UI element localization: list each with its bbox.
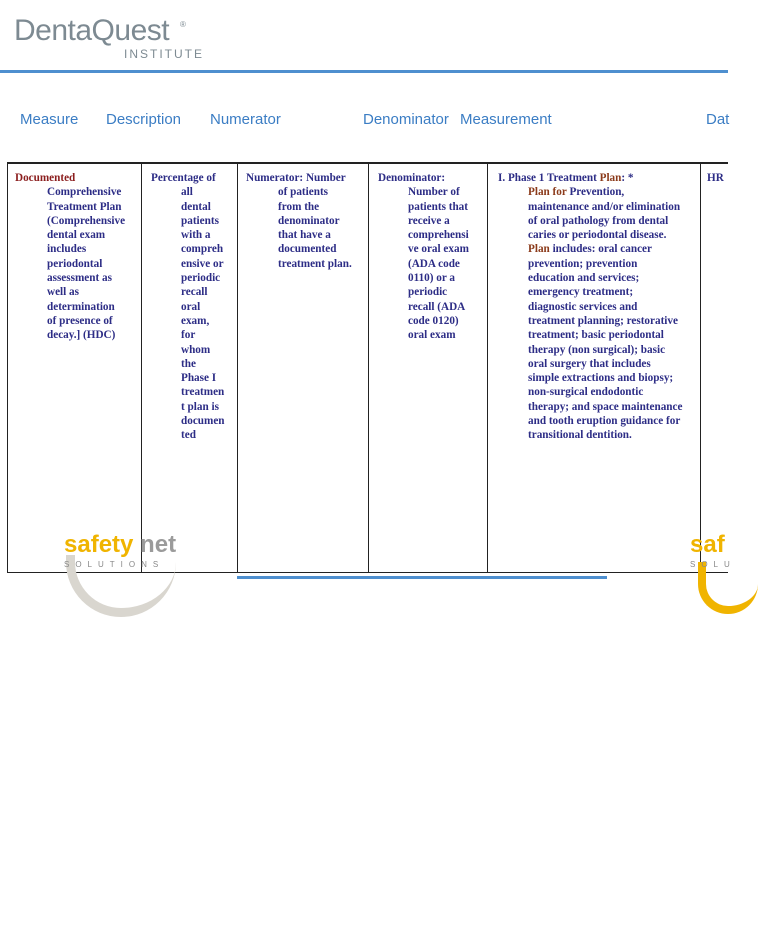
measure-line: of presence of <box>47 314 113 327</box>
description-line: compreh <box>181 243 224 256</box>
description-line: Phase I <box>181 372 217 385</box>
cell-data-source <box>707 171 737 185</box>
numerator-text <box>246 185 364 271</box>
description-line: documen <box>181 415 225 428</box>
denominator-line: (ADA code <box>408 257 460 270</box>
description-line: periodic <box>181 272 221 285</box>
measurement-line <box>528 185 698 199</box>
measurement-line: therapy; and space maintenance <box>528 400 683 413</box>
description-text <box>151 185 233 442</box>
denominator-line: patients that <box>408 200 468 213</box>
description-line: exam, <box>181 314 210 327</box>
measurement-line <box>528 242 698 256</box>
logo-institute: INSTITUTE <box>124 47 204 61</box>
measurement-line: transitional dentition. <box>528 429 632 442</box>
column-divider <box>487 162 488 573</box>
description-line: patients <box>181 214 219 227</box>
denominator-line: Number of <box>408 186 460 199</box>
column-divider <box>141 162 142 573</box>
safety-net-word-right: saf <box>690 531 725 558</box>
measurement-title-highlight: Plan <box>599 172 622 184</box>
numerator-first-line: Numerator: Number <box>246 172 346 184</box>
denominator-line: comprehensi <box>408 229 469 242</box>
cell-numerator <box>246 171 364 271</box>
header-measure: Measure <box>20 111 79 128</box>
measure-line: decay.] (HDC) <box>47 329 116 342</box>
denominator-line: periodic <box>408 286 448 299</box>
header-numerator: Numerator <box>210 111 281 128</box>
denominator-line: ve oral exam <box>408 243 469 256</box>
description-line: whom <box>181 343 211 356</box>
description-line: recall <box>181 286 208 299</box>
measurement-line: education and services; <box>528 272 640 285</box>
measure-line: includes <box>47 243 87 256</box>
measurement-line: maintenance and/or elimination <box>528 200 681 213</box>
description-line: ted <box>181 429 196 442</box>
description-line: with a <box>181 229 211 242</box>
description-line: the <box>181 357 196 370</box>
measurement-lines-b <box>528 257 698 443</box>
safety-net-y: y <box>120 531 134 558</box>
measure-line: Comprehensive <box>47 186 122 199</box>
measurement-line: simple extractions and biopsy; <box>528 372 674 385</box>
description-line: t plan is <box>181 400 219 413</box>
measurement-line: and tooth eruption guidance for <box>528 415 681 428</box>
measurement-text <box>498 185 698 442</box>
numerator-line: documented <box>278 243 337 256</box>
measurement-line: of oral pathology from dental <box>528 214 669 227</box>
measurement-lines-a <box>528 200 698 243</box>
measure-line: determination <box>47 300 115 313</box>
measure-line: (Comprehensive <box>47 214 126 227</box>
safety-net-swoosh-right <box>698 562 758 614</box>
measure-line: periodontal <box>47 257 103 270</box>
description-first-line: Percentage of <box>151 172 216 184</box>
measurement-line: emergency treatment; <box>528 286 634 299</box>
measure-line: Treatment Plan <box>47 200 122 213</box>
denominator-line: 0110) or a <box>408 272 456 285</box>
measure-title: Documented <box>15 172 76 184</box>
measure-line: assessment as <box>47 272 112 285</box>
measurement-line: treatment planning; restorative <box>528 314 678 327</box>
denominator-first-line: Denominator: <box>378 172 446 184</box>
denominator-line: recall (ADA <box>408 300 466 313</box>
bottom-accent-rule <box>237 576 607 579</box>
description-line: dental <box>181 200 211 213</box>
denominator-line: oral exam <box>408 329 456 342</box>
column-divider <box>237 162 238 573</box>
cell-measure <box>15 171 137 343</box>
logo-wordmark: DentaQuest <box>14 14 170 47</box>
safety-net-logo-right <box>690 531 736 569</box>
logo-trademark: ® <box>180 20 186 29</box>
header-measurement: Measurement <box>460 111 552 128</box>
numerator-line: that have a <box>278 229 331 242</box>
measurement-line: prevention; prevention <box>528 257 638 270</box>
measurement-line: non-surgical endodontic <box>528 386 644 399</box>
cell-measurement <box>498 171 698 443</box>
denominator-line: code 0120) <box>408 314 459 327</box>
denominator-line: receive a <box>408 214 450 227</box>
cell-denominator <box>378 171 482 343</box>
measure-line: well as <box>47 286 80 299</box>
description-line: ensive or <box>181 257 224 270</box>
measurement-line: oral surgery that includes <box>528 357 651 370</box>
column-divider <box>368 162 369 573</box>
measurement-title-text: I. Phase 1 Treatment <box>498 172 600 184</box>
description-line: all <box>181 186 193 199</box>
numerator-line: denominator <box>278 214 340 227</box>
measurement-line-rest: Prevention, <box>566 186 625 199</box>
numerator-line: from the <box>278 200 320 213</box>
dentaquest-logo <box>14 14 214 66</box>
top-divider <box>0 70 728 73</box>
header-description: Description <box>106 111 182 128</box>
safety-net-word: safet <box>64 531 121 558</box>
measurement-line: therapy (non surgical); basic <box>528 343 666 356</box>
safety-net-tagline-right: SOLU <box>690 560 736 569</box>
numerator-line: of patients <box>278 186 329 199</box>
measurement-line: diagnostic services and <box>528 300 638 313</box>
measurement-line: caries or periodontal disease. <box>528 229 667 242</box>
data-source-text: HR <box>707 172 724 184</box>
safety-net-net: net <box>133 531 177 558</box>
measurement-highlight: Plan <box>528 243 550 256</box>
safety-net-logo <box>64 531 176 569</box>
measurement-line-rest: includes: oral cancer <box>549 243 652 256</box>
measurement-highlight: Plan for <box>528 186 567 199</box>
description-line: treatmen <box>181 386 225 399</box>
description-line: for <box>181 329 196 342</box>
column-divider <box>700 162 701 573</box>
description-line: oral <box>181 300 201 313</box>
denominator-text <box>378 185 482 342</box>
cell-description <box>151 171 233 443</box>
header-denominator: Denominator <box>363 111 449 128</box>
header-data: Dat <box>706 111 730 128</box>
measurement-title-suffix: : * <box>621 172 634 184</box>
measurement-line: treatment; basic periodontal <box>528 329 664 342</box>
measure-line: dental exam <box>47 229 106 242</box>
numerator-line: treatment plan. <box>278 257 352 270</box>
safety-net-tagline: SOLUTIONS <box>64 560 165 569</box>
measure-text <box>15 185 137 342</box>
measurement-title <box>498 171 698 185</box>
